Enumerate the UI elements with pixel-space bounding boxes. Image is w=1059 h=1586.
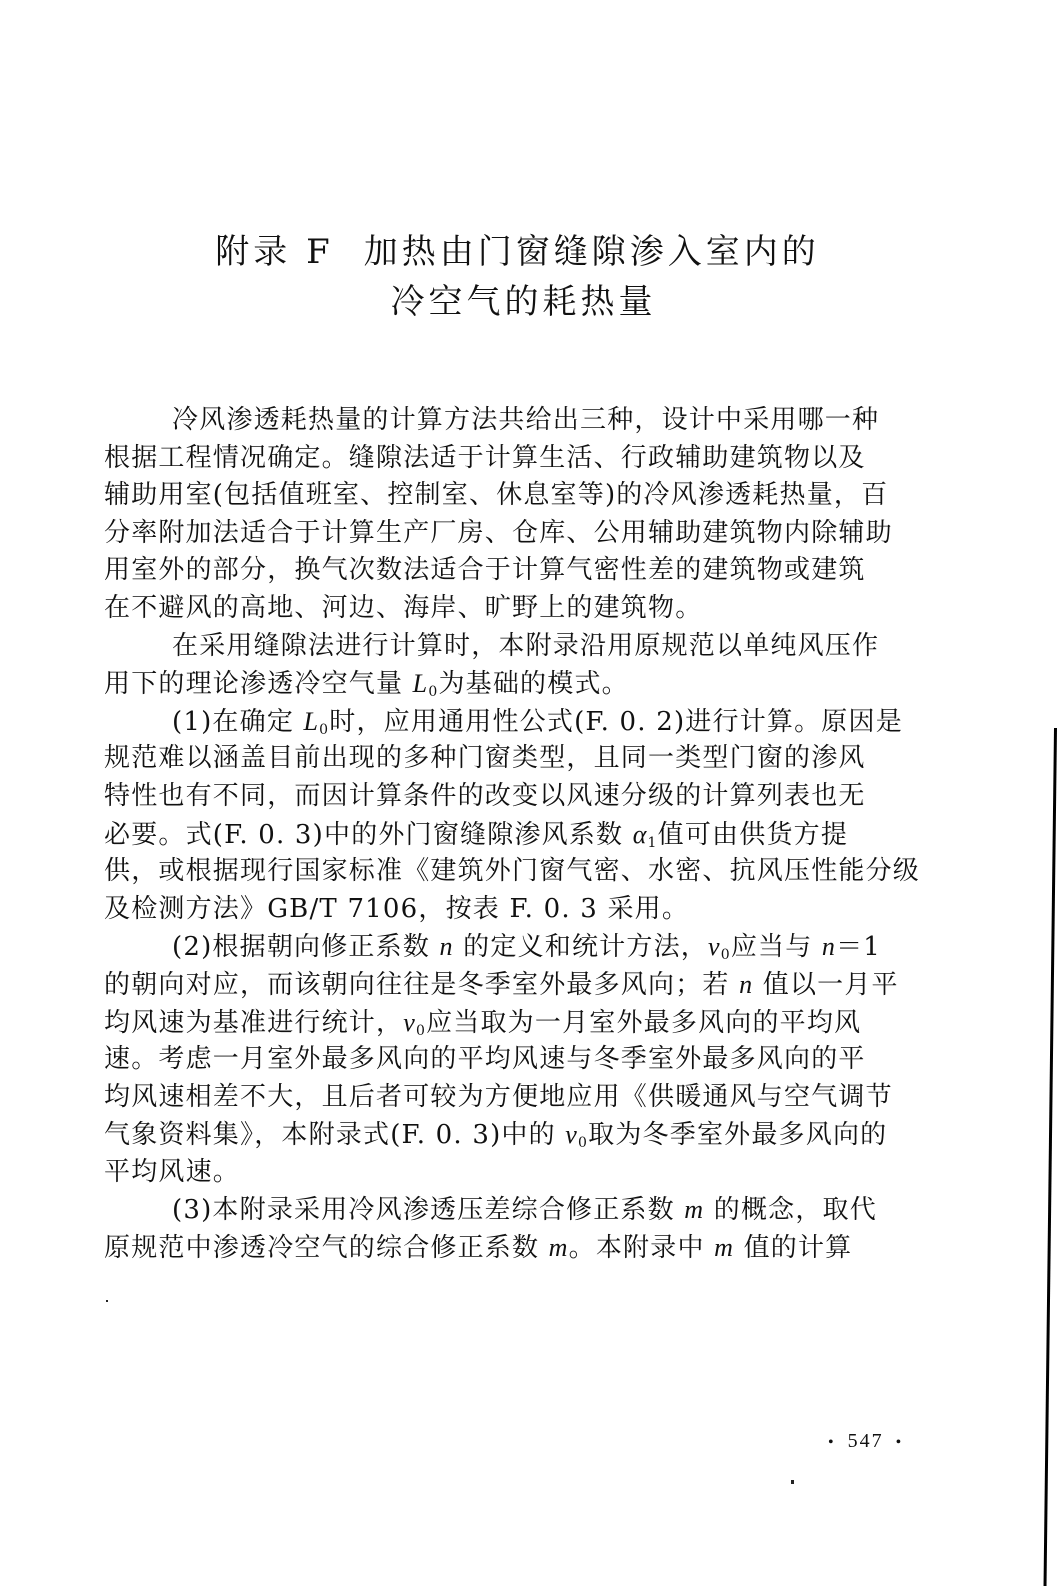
text-span: 应当取为一月室外最多风向的平均风 bbox=[426, 1007, 862, 1038]
math-subscript: 0 bbox=[720, 947, 731, 964]
bullet-icon: • bbox=[828, 1434, 836, 1451]
math-subscript: 1 bbox=[647, 834, 658, 851]
text-line: 分率附加法适合于计算生产厂房、仓库、公用辅助建筑物内除辅助 bbox=[104, 517, 893, 548]
text-line bbox=[104, 966, 934, 1004]
text-span: 为基础的模式。 bbox=[438, 669, 629, 700]
text-span: 取为冬季室外最多风向的 bbox=[588, 1120, 888, 1151]
text-span: 值可由供货方提 bbox=[657, 819, 849, 850]
math-subscript: 0 bbox=[415, 1022, 427, 1039]
math-var: v bbox=[403, 1007, 416, 1037]
text-line bbox=[104, 1229, 934, 1267]
text-span: 值以一月平 bbox=[753, 969, 899, 1000]
text-line: 速。考虑一月室外最多风向的平均风速与冬季室外最多风向的平 bbox=[104, 1044, 866, 1075]
text-span: 的定义和统计方法， bbox=[453, 932, 708, 963]
text-span: 时，应用通用性公式(F. 0. 2)进行计算。原因是 bbox=[329, 706, 903, 737]
appendix-label: 附录 F bbox=[215, 232, 334, 272]
text-span: ＝1 bbox=[836, 932, 882, 963]
math-var: L bbox=[303, 706, 320, 736]
text-span: 原规范中渗透冷空气的综合修正系数 bbox=[104, 1233, 549, 1264]
title-line-1 bbox=[0, 224, 1047, 273]
text-line bbox=[104, 1116, 934, 1154]
math-var: v bbox=[707, 932, 721, 962]
text-line: 及检测方法》GB/T 7106，按表 F. 0. 3 采用。 bbox=[104, 893, 690, 924]
text-span: 应当与 bbox=[730, 932, 822, 963]
math-var: n bbox=[439, 932, 454, 962]
text-line bbox=[104, 703, 934, 741]
text-line: 特性也有不同，而因计算条件的改变以风速分级的计算列表也无 bbox=[104, 780, 866, 811]
text-span: 均风速为基准进行统计， bbox=[104, 1007, 404, 1038]
text-span: (3)本附录采用冷风渗透压差综合修正系数 bbox=[172, 1195, 685, 1226]
math-var: n bbox=[821, 932, 837, 962]
text-span: 值的计算 bbox=[734, 1233, 853, 1264]
math-var: m bbox=[714, 1233, 735, 1263]
title-text-1: 加热由门窗缝隙渗入室内的 bbox=[363, 232, 820, 272]
text-line: 冷风渗透耗热量的计算方法共给出三种，设计中采用哪一种 bbox=[172, 405, 880, 435]
text-line bbox=[104, 816, 934, 854]
text-line: 规范难以涵盖目前出现的多种门窗类型，且同一类型门窗的渗风 bbox=[104, 743, 866, 774]
text-line: 在采用缝隙法进行计算时，本附录沿用原规范以单纯风压作 bbox=[172, 630, 880, 661]
text-line: 根据工程情况确定。缝隙法适于计算生活、行政辅助建筑物以及 bbox=[104, 442, 866, 473]
text-span: (2)根据朝向修正系数 bbox=[172, 932, 440, 963]
scan-edge-line bbox=[1044, 728, 1057, 1586]
text-span: 用下的理论渗透冷空气量 bbox=[104, 669, 413, 700]
text-line bbox=[104, 665, 934, 703]
scan-speck bbox=[106, 1300, 108, 1302]
math-var: n bbox=[739, 969, 754, 999]
text-line bbox=[104, 928, 934, 966]
title-line-2: 冷空气的耗热量 bbox=[390, 282, 657, 322]
text-line bbox=[104, 1004, 934, 1042]
math-var: L bbox=[412, 669, 429, 699]
text-span: 的概念，取代 bbox=[704, 1195, 877, 1226]
scan-speck bbox=[791, 1480, 794, 1484]
text-line: 供，或根据现行国家标准《建筑外门窗气密、水密、抗风压性能分级 bbox=[104, 856, 921, 887]
math-subscript: 0 bbox=[428, 684, 439, 701]
math-subscript: 0 bbox=[578, 1135, 589, 1152]
page-number bbox=[816, 1430, 915, 1453]
math-var: v bbox=[565, 1120, 579, 1150]
text-line: 用室外的部分，换气次数法适合于计算气密性差的建筑物或建筑 bbox=[104, 555, 866, 586]
bullet-icon: • bbox=[895, 1434, 904, 1451]
text-line: 平均风速。 bbox=[104, 1156, 241, 1187]
text-span: 。本附录中 bbox=[568, 1233, 715, 1264]
text-line: 在不避风的高地、河边、海岸、旷野上的建筑物。 bbox=[104, 592, 703, 623]
text-span: 必要。式(F. 0. 3)中的外门窗缝隙渗风系数 bbox=[104, 819, 633, 850]
text-span: 气象资料集》，本附录式(F. 0. 3)中的 bbox=[104, 1120, 566, 1151]
body-text bbox=[104, 402, 934, 1267]
text-span: 的朝向对应，而该朝向往往是冬季室外最多风向；若 bbox=[104, 969, 740, 1000]
text-line bbox=[104, 1191, 934, 1229]
math-subscript: 0 bbox=[319, 721, 330, 738]
text-line: 均风速相差不大，且后者可较为方便地应用《供暖通风与空气调节 bbox=[104, 1081, 893, 1112]
math-var: α bbox=[632, 819, 648, 849]
page-number-value: 547 bbox=[847, 1430, 884, 1452]
math-var: m bbox=[684, 1195, 705, 1225]
text-line: 辅助用室(包括值班室、控制室、休息室等)的冷风渗透耗热量，百 bbox=[104, 480, 889, 511]
text-span: (1)在确定 bbox=[172, 706, 304, 737]
math-var: m bbox=[548, 1233, 569, 1263]
